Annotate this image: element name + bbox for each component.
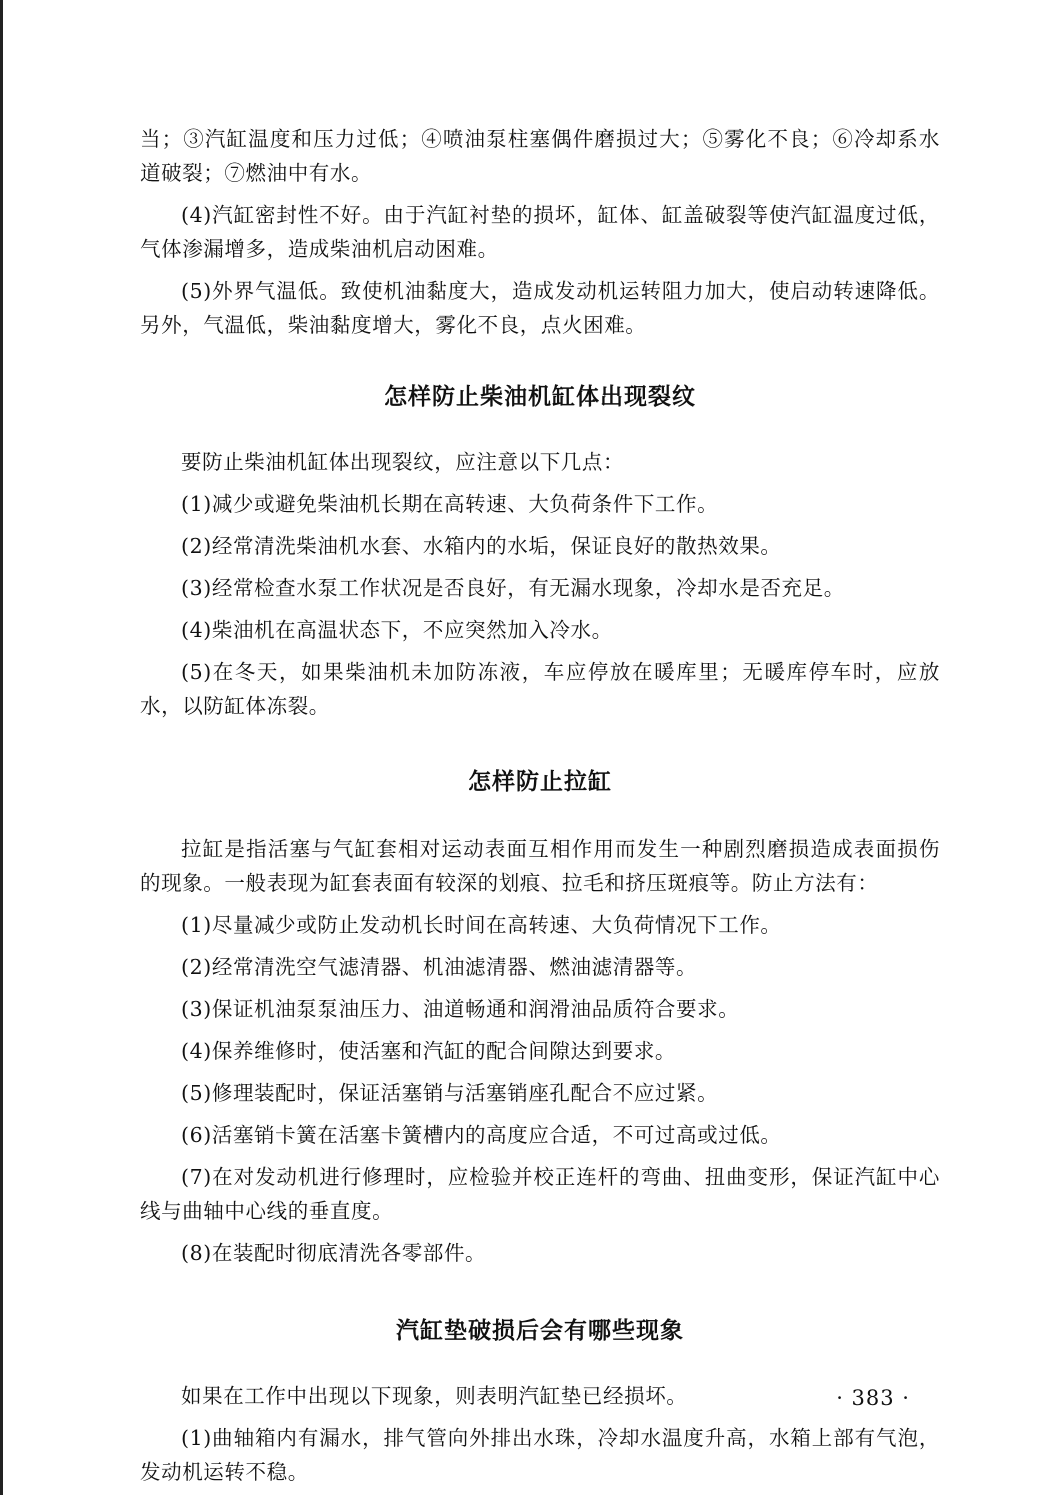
section-heading-gasket-damage: 汽缸垫破损后会有哪些现象 [396,1318,684,1344]
list-item: (1)曲轴箱内有漏水，排气管向外排出水珠，冷却水温度升高，水箱上部有气泡，发动机运转不稳。 [140,1426,940,1484]
list-item: (8)在装配时彻底清洗各零部件。 [181,1241,487,1265]
paragraph: 要防止柴油机缸体出现裂纹，应注意以下几点： [181,450,625,474]
list-item: (5)在冬天，如果柴油机未加防冻液，车应停放在暖库里；无暖库停车时，应放水，以防缸体冻裂。 [140,660,940,718]
list-item: (2)经常清洗空气滤清器、机油滤清器、燃油滤清器等。 [181,955,698,979]
book-page [140,122,940,1497]
list-item: (2)经常清洗柴油机水套、水箱内的水垢，保证良好的散热效果。 [181,534,782,558]
paragraph-continued: 当；③汽缸温度和压力过低；④喷油泵柱塞偶件磨损过大；⑤雾化不良；⑥冷却系水道破裂；⑦燃油中有水。 [140,127,940,185]
page-edge-rule [0,0,3,1495]
list-item: (6)活塞销卡簧在活塞卡簧槽内的高度应合适，不可过高或过低。 [181,1123,782,1147]
paragraph: (5)外界气温低。致使机油黏度大，造成发动机运转阻力加大，使启动转速降低。另外，气温低，柴油黏度增大，雾化不良，点火困难。 [140,279,940,337]
paragraph: 如果在工作中出现以下现象，则表明汽缸垫已经损坏。 [181,1384,688,1408]
paragraph: (4)汽缸密封性不好。由于汽缸衬垫的损坏，缸体、缸盖破裂等使汽缸温度过低，气体渗漏增多，造成柴油机启动困难。 [140,203,940,261]
list-item: (1)减少或避免柴油机长期在高转速、大负荷条件下工作。 [181,492,719,516]
section-heading-cylinder-cracks: 怎样防止柴油机缸体出现裂纹 [384,384,696,410]
list-item: (3)保证机油泵泵油压力、油道畅通和润滑油品质符合要求。 [181,997,740,1021]
list-item: (1)尽量减少或防止发动机长时间在高转速、大负荷情况下工作。 [181,913,782,937]
list-item: (4)柴油机在高温状态下，不应突然加入冷水。 [181,618,613,642]
list-item: (4)保养维修时，使活塞和汽缸的配合间隙达到要求。 [181,1039,677,1063]
list-item: (3)经常检查水泵工作状况是否良好，有无漏水现象，冷却水是否充足。 [181,576,845,600]
section-heading-scuffing: 怎样防止拉缸 [468,769,612,795]
list-item: (5)修理装配时，保证活塞销与活塞销座孔配合不应过紧。 [181,1081,719,1105]
list-item: (7)在对发动机进行修理时，应检验并校正连杆的弯曲、扭曲变形，保证汽缸中心线与曲轴中心线的垂直度。 [140,1165,940,1223]
paragraph: 拉缸是指活塞与气缸套相对运动表面互相作用而发生一种剧烈磨损造成表面损伤的现象。一般表现为缸套表面有较深的划痕、拉毛和挤压斑痕等。防止方法有： [140,837,940,895]
page-number: · 383 · [836,1386,910,1410]
